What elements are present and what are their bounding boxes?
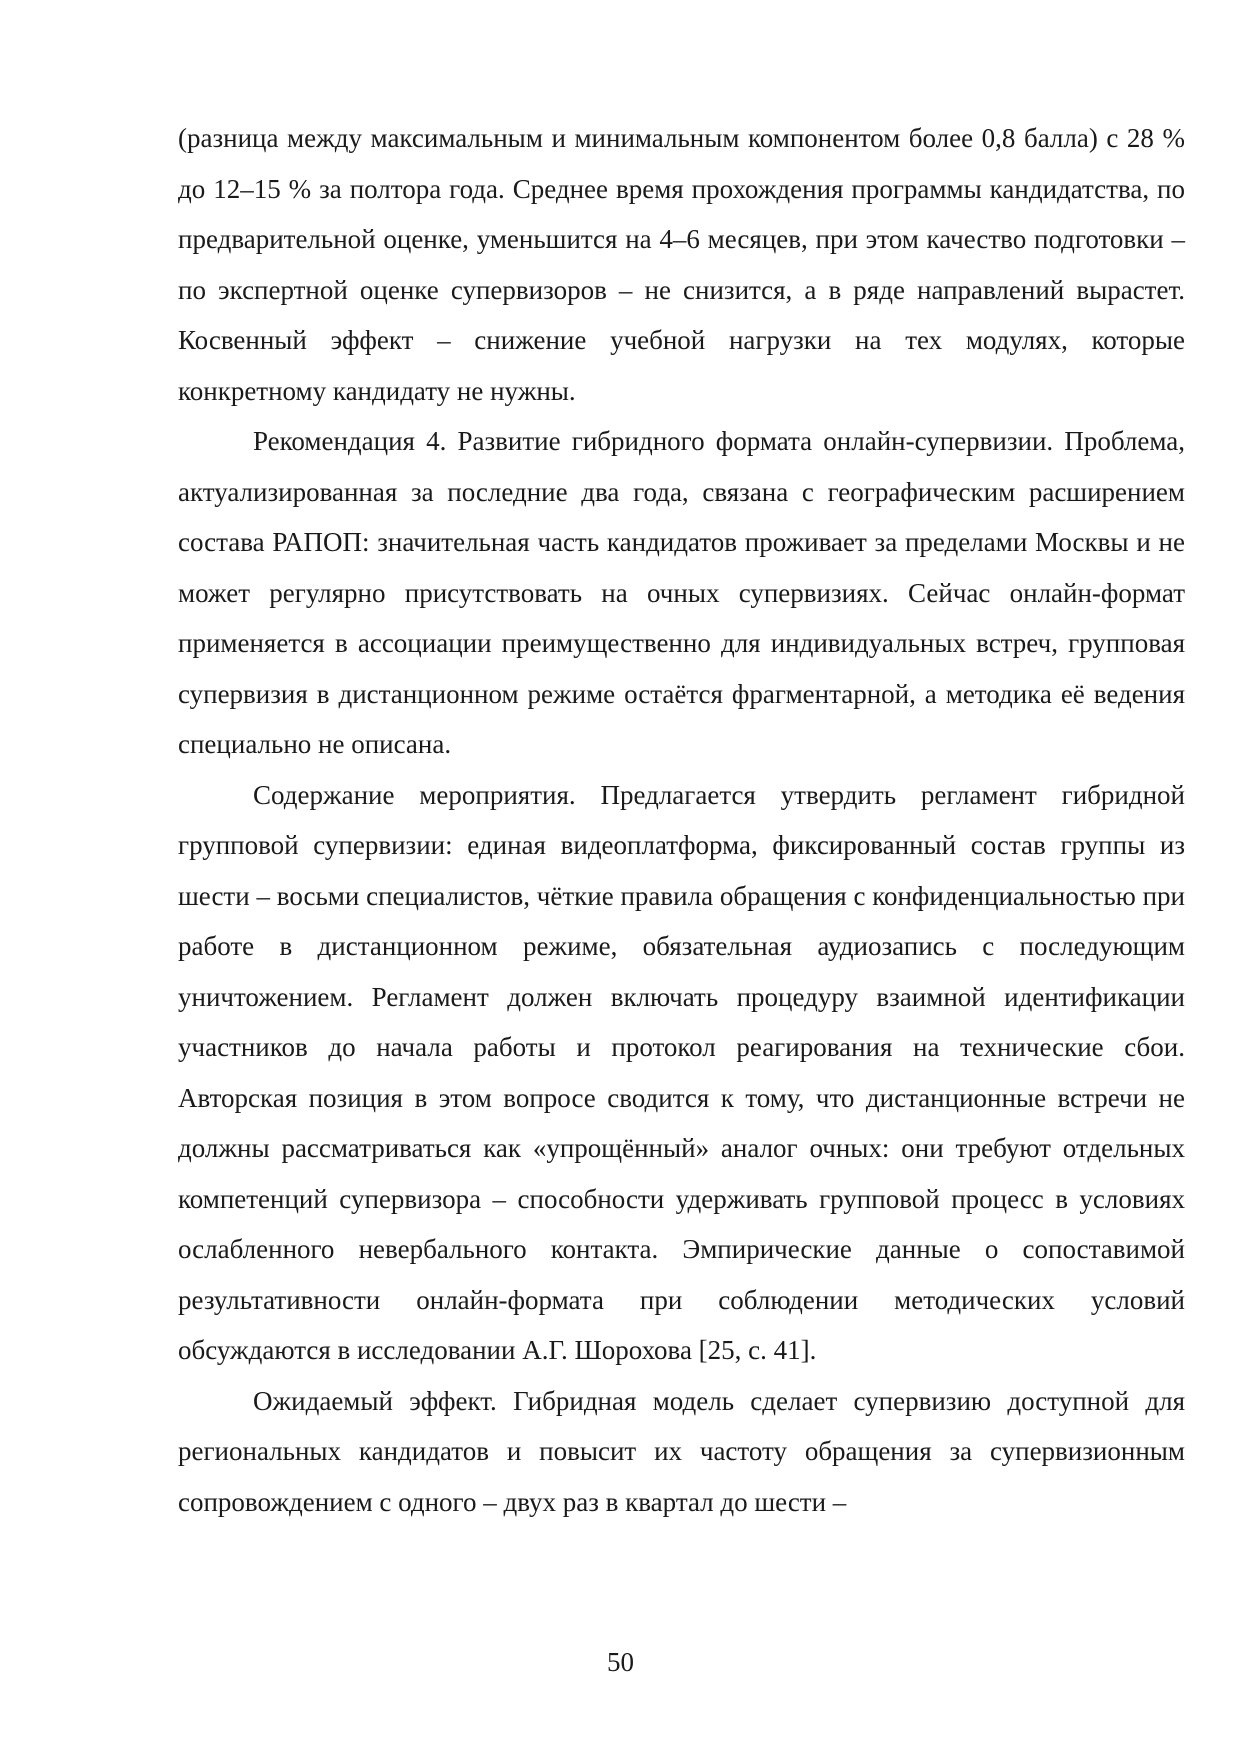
body-text <box>178 113 1185 1527</box>
page-number: 50 <box>607 1647 634 1677</box>
paragraph-expected-effect: Ожидаемый эффект. Гибридная модель сделает супервизию доступной для региональных кандидатов и повысит их частоту обращения за супервизионным сопровождением с одного – двух раз в квартал до шести – <box>178 1385 1185 1517</box>
paragraph-recommendation-4: Рекомендация 4. Развитие гибридного формата онлайн-супервизии. Проблема, актуализированная за последние два года, связана с географическим расширением состава РАПОП: значительная часть кандидатов проживает за пределами Москвы и не может регулярно присутствовать на очных супервизиях. Сейчас онлайн-формат применяется в ассоциации преимущественно для индивидуальных встреч, групповая супервизия в дистанционном режиме остаётся фрагментарной, а методика её ведения специально не описана. <box>178 426 1185 759</box>
paragraph-measure-content: Содержание мероприятия. Предлагается утвердить регламент гибридной групповой супервизии: единая видеоплатформа, фиксированный состав группы из шести – восьми специалистов, чёткие правила обращения с конфиденциальностью при работе в дистанционном режиме, обязательная аудиозапись с последующим уничтожением. Регламент должен включать процедуру взаимной идентификации участников до начала работы и протокол реагирования на технические сбои. Авторская позиция в этом вопросе сводится к тому, что дистанционные встречи не должны рассматриваться как «упрощённый» аналог очных: они требуют отдельных компетенций супервизора – способности удерживать групповой процесс в условиях ослабленного невербального контакта. Эмпирические данные о сопоставимой результативности онлайн-формата при соблюдении методических условий обсуждаются в исследовании А.Г. Шорохова [25, с. 41]. <box>178 779 1185 1365</box>
paragraph-continuation: (разница между максимальным и минимальным компонентом более 0,8 балла) с 28 % до 12–15 % за полтора года. Среднее время прохождения программы кандидатства, по предварительной оценке, уменьшится на 4–6 месяцев, при этом качество подготовки – по экспертной оценке супервизоров – не снизится, а в ряде направлений вырастет. Косвенный эффект – снижение учебной нагрузки на тех модулях, которые конкретному кандидату не нужны. <box>178 123 1185 406</box>
